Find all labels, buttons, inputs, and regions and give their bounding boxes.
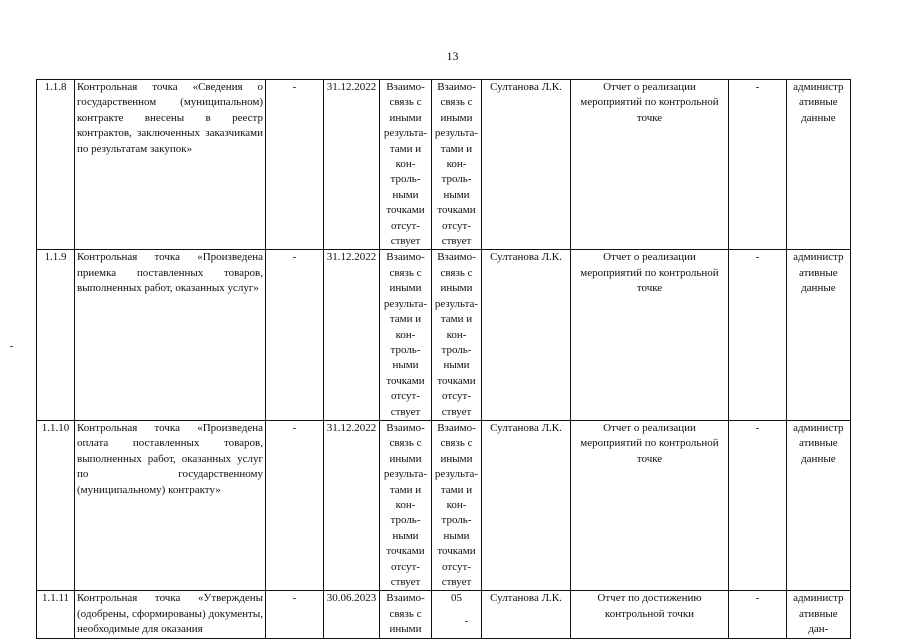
table-row [37, 80, 851, 250]
data-source: административные данные [787, 250, 851, 420]
control-point-name: Контрольная точка «Утверждены (одобрены, сформированы) документы, необходимые для оказания [75, 591, 266, 638]
deadline-date: 31.12.2022 [324, 420, 380, 590]
table-row [37, 250, 851, 420]
table-row [37, 591, 851, 638]
relation-text: Взаимо- связь с иными результа- тами и кон- троль- ными точками отсут- ствует [383, 81, 428, 248]
relation-cell-2 [432, 420, 482, 590]
confirming-document: Отчет по достижению контрольной точки [571, 591, 729, 638]
relation-cell [380, 80, 432, 250]
responsible-person: Султанова Л.К. [482, 420, 571, 590]
control-point-name: Контрольная точка «Произведена оплата поставленных товаров, выполненных работ, оказанных услуг по государственному (муниципальному) контракту» [75, 420, 266, 590]
data-source: административные данные [787, 420, 851, 590]
dash-cell: - [266, 591, 324, 638]
relation-text-2: 05 [451, 592, 462, 605]
scan-speck [465, 621, 468, 622]
control-point-name: Контрольная точка «Сведения о государственном (муниципальном) контракте внесены в реестр контрактов, заключенных заказчиками по результатам закупок» [75, 80, 266, 250]
row-number: 1.1.9 [37, 250, 75, 420]
responsible-person: Султанова Л.К. [482, 250, 571, 420]
relation-cell-2 [432, 80, 482, 250]
responsible-person: Султанова Л.К. [482, 591, 571, 638]
deadline-date: 31.12.2022 [324, 80, 380, 250]
row-number: 1.1.10 [37, 420, 75, 590]
deadline-date: 31.12.2022 [324, 250, 380, 420]
relation-cell-2 [432, 250, 482, 420]
control-points-table [36, 79, 851, 639]
relation-text: Взаимо- связь с иными результа- тами и кон- троль- ными точками отсут- ствует [383, 251, 428, 418]
row-number: 1.1.8 [37, 80, 75, 250]
relation-cell [380, 591, 432, 638]
dash-cell: - [266, 80, 324, 250]
dash-cell-2: - [729, 250, 787, 420]
relation-text-2: Взаимо- связь с иными результа- тами и кон- троль- ными точками отсут- ствует [434, 421, 479, 588]
responsible-person: Султанова Л.К. [482, 80, 571, 250]
confirming-document: Отчет о реализации мероприятий по контрольной точке [571, 250, 729, 420]
dash-cell: - [266, 420, 324, 590]
page-number: 13 [446, 49, 459, 63]
dash-cell-2: - [729, 420, 787, 590]
dash-cell: - [266, 250, 324, 420]
deadline-date: 30.06.2023 [324, 591, 380, 638]
row-number: 1.1.11 [37, 591, 75, 638]
data-source: административные дан- [787, 591, 851, 638]
table-row [37, 420, 851, 590]
relation-text: Взаимо- связь с иными результа- тами и кон- троль- ными точками отсут- ствует [383, 421, 428, 588]
relation-text-2: Взаимо- связь с иными результа- тами и кон- троль- ными точками отсут- ствует [434, 251, 479, 418]
control-point-name: Контрольная точка «Произведена приемка поставленных товаров, выполненных работ, оказанных услуг» [75, 250, 266, 420]
confirming-document: Отчет о реализации мероприятий по контрольной точке [571, 420, 729, 590]
relation-text: Взаимо- связь с иными [386, 592, 425, 636]
confirming-document: Отчет о реализации мероприятий по контрольной точке [571, 80, 729, 250]
relation-cell-2 [432, 591, 482, 638]
data-source: административные данные [787, 80, 851, 250]
relation-cell [380, 420, 432, 590]
dash-cell-2: - [729, 591, 787, 638]
scan-speck [10, 346, 13, 347]
dash-cell-2: - [729, 80, 787, 250]
relation-text-2: Взаимо- связь с иными результа- тами и кон- троль- ными точками отсут- ствует [434, 81, 479, 248]
relation-cell [380, 250, 432, 420]
